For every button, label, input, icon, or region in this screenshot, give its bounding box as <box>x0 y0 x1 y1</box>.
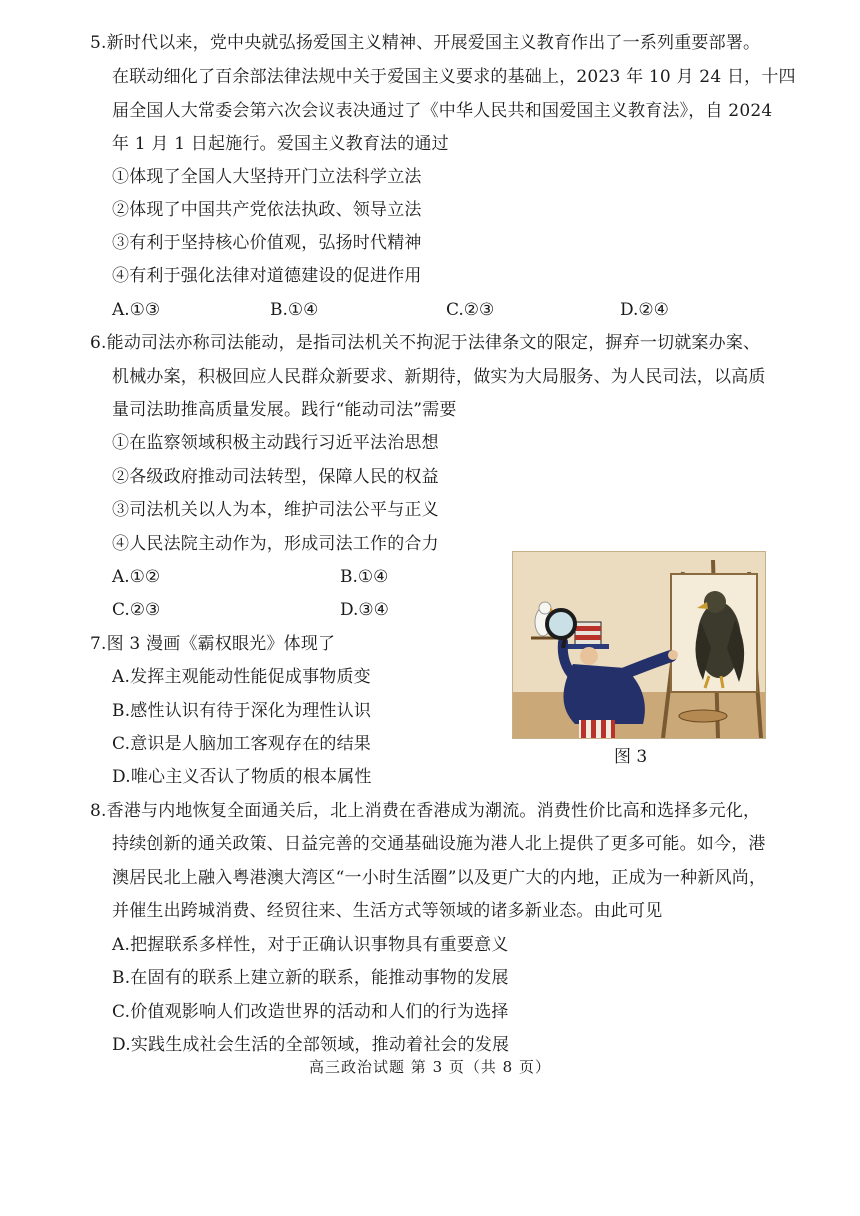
q7-option-b: B.感性认识有待于深化为理性认识 <box>112 701 372 721</box>
q6-statement: ④人民法院主动作为，形成司法工作的合力 <box>112 534 439 554</box>
q5-stem-line: 5.新时代以来，党中央就弘扬爱国主义精神、开展爱国主义教育作出了一系列重要部署。 <box>90 33 761 53</box>
q6-statement: ②各级政府推动司法转型，保障人民的权益 <box>112 467 439 487</box>
cartoon-figure-3 <box>512 551 766 739</box>
q6-statement: ①在监察领域积极主动践行习近平法治思想 <box>112 433 439 453</box>
q5-statement: ②体现了中国共产党依法执政、领导立法 <box>112 200 422 220</box>
q6-option-b: B.①④ <box>340 567 389 587</box>
q8-stem-line: 持续创新的通关政策、日益完善的交通基础设施为港人北上提供了更多可能。如今，港 <box>112 834 766 854</box>
q6-stem-line: 机械办案，积极回应人民群众新要求、新期待，做实为大局服务、为人民司法，以高质 <box>112 367 766 387</box>
q8-stem-line: 并催生出跨城消费、经贸往来、生活方式等领域的诸多新业态。由此可见 <box>112 901 663 921</box>
q6-option-c: C.②③ <box>112 600 161 620</box>
q5-statement: ④有利于强化法律对道德建设的促进作用 <box>112 266 422 286</box>
q5-stem-line: 在联动细化了百余部法律法规中关于爱国主义要求的基础上，2023 年 10 月 24 日，十四 <box>112 67 796 87</box>
q6-option-d: D.③④ <box>340 600 389 620</box>
q8-stem-line: 8.香港与内地恢复全面通关后，北上消费在香港成为潮流。消费性价比高和选择多元化， <box>90 801 761 821</box>
q6-stem-line: 6.能动司法亦称司法能动，是指司法机关不拘泥于法律条文的限定，摒弃一切就案办案、 <box>90 333 761 353</box>
q8-option-d: D.实践生成社会生活的全部领域，推动着社会的发展 <box>112 1035 510 1055</box>
q7-option-d: D.唯心主义否认了物质的根本属性 <box>112 767 372 787</box>
q8-option-b: B.在固有的联系上建立新的联系，能推动事物的发展 <box>112 968 509 988</box>
q7-option-a: A.发挥主观能动性能促成事物质变 <box>112 667 371 687</box>
q5-stem-line: 届全国人大常委会第六次会议表决通过了《中华人民共和国爱国主义教育法》，自 2024 <box>112 101 773 121</box>
q8-option-a: A.把握联系多样性，对于正确认识事物具有重要意义 <box>112 935 509 955</box>
q6-option-a: A.①② <box>112 567 161 587</box>
q7-stem: 7.图 3 漫画《霸权眼光》体现了 <box>90 634 336 654</box>
q8-stem-line: 澳居民北上融入粤港澳大湾区“一小时生活圈”以及更广大的内地，正成为一种新风尚， <box>112 868 767 888</box>
q5-option-a: A.①③ <box>112 300 161 320</box>
q5-statement: ①体现了全国人大坚持开门立法科学立法 <box>112 167 422 187</box>
q6-stem-line: 量司法助推高质量发展。践行“能动司法”需要 <box>112 400 457 420</box>
figure-caption: 图 3 <box>614 747 648 767</box>
q8-option-c: C.价值观影响人们改造世界的活动和人们的行为选择 <box>112 1002 509 1022</box>
cartoon-illustration <box>513 552 765 738</box>
q5-stem-line: 年 1 月 1 日起施行。爱国主义教育法的通过 <box>112 134 449 154</box>
page-footer: 高三政治试题 第 3 页（共 8 页） <box>309 1058 551 1076</box>
q5-option-b: B.①④ <box>270 300 319 320</box>
q5-statement: ③有利于坚持核心价值观，弘扬时代精神 <box>112 233 422 253</box>
q5-option-c: C.②③ <box>446 300 495 320</box>
q7-option-c: C.意识是人脑加工客观存在的结果 <box>112 734 372 754</box>
q6-statement: ③司法机关以人为本，维护司法公平与正义 <box>112 500 439 520</box>
q5-option-d: D.②④ <box>620 300 669 320</box>
